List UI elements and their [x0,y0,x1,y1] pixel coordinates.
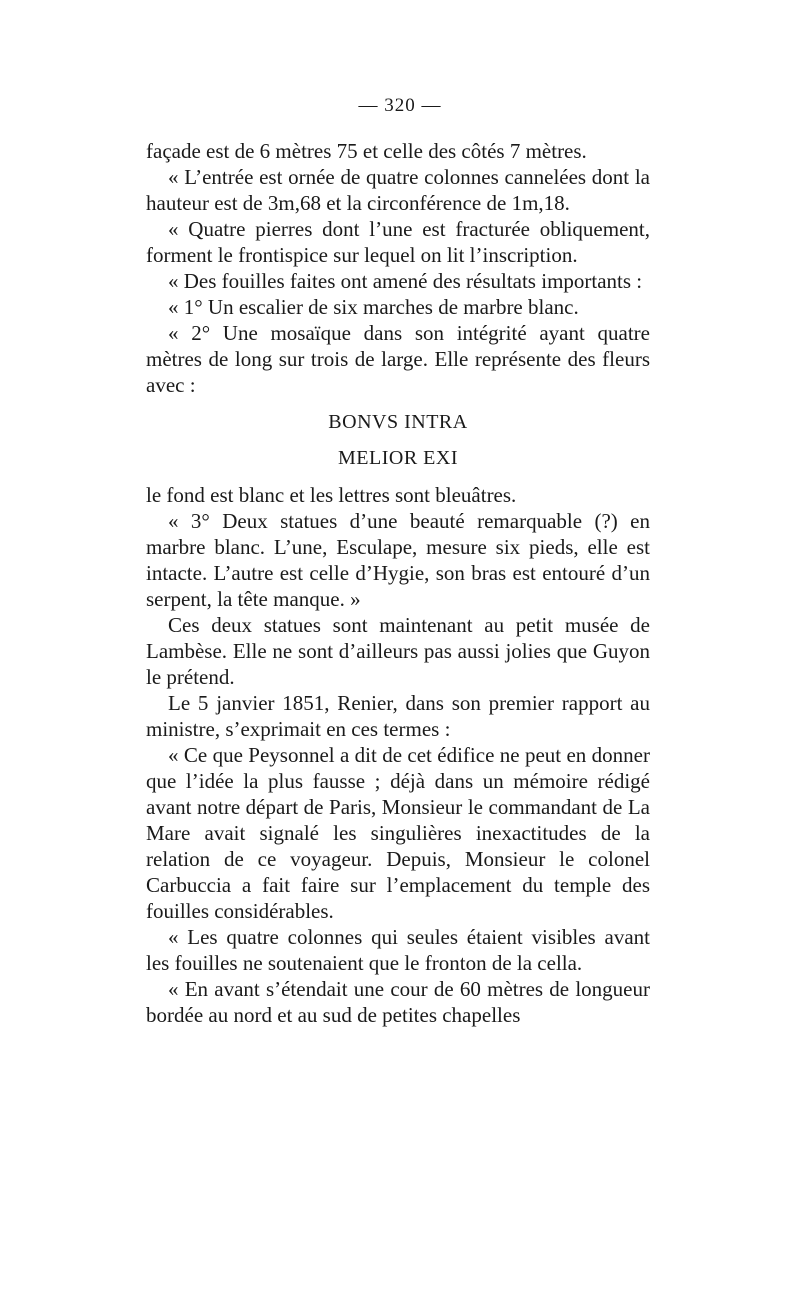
paragraph: « 3° Deux statues d’une beauté remarquable (?) en marbre blanc. L’une, Esculape, mesure six pieds, elle est intacte. L’autre est celle d’Hygie, son bras est entouré d’un serpent, la tête manque. » [146,509,650,611]
paragraph: Le 5 janvier 1851, Renier, dans son premier rapport au ministre, s’exprimait en ces termes : [146,691,650,741]
paragraph: « Les quatre colonnes qui seules étaient visibles avant les fouilles ne soutenaient que le fronton de la cella. [146,925,650,975]
inscription-line-2: MELIOR EXI [338,447,458,469]
paragraph: « 1° Un escalier de six marches de marbre blanc. [168,295,579,319]
paragraph: « Des fouilles faites ont amené des résultats importants : [168,269,643,293]
inscription [146,404,650,476]
paragraph: le fond est blanc et les lettres sont bleuâtres. [146,483,517,507]
paragraph: « Ce que Peysonnel a dit de cet édifice ne peut en donner que l’idée la plus fausse ; déjà dans un mémoire rédigé avant notre départ de Paris, Monsieur le commandant de La Mare avait signalé les singulières inexactitudes de la relation de ce voyageur. Depuis, Monsieur le colonel Carbuccia a fait faire sur l’emplacement du temple des fouilles considérables. [146,743,650,923]
paragraph: « 2° Une mosaïque dans son intégrité ayant quatre mètres de long sur trois de large. Elle représente des fleurs avec : [146,321,650,397]
page-number: — 320 — [358,95,442,116]
paragraph: « L’entrée est ornée de quatre colonnes cannelées dont la hauteur est de 3m,68 et la circonférence de 1m,18. [146,165,650,215]
text-block-top [146,138,650,1028]
inscription-line-1: BONVS INTRA [328,411,468,433]
paragraph: Ces deux statues sont maintenant au petit musée de Lambèse. Elle ne sont d’ailleurs pas aussi jolies que Guyon le prétend. [146,613,650,689]
paragraph: façade est de 6 mètres 75 et celle des côtés 7 mètres. [146,139,587,163]
paragraph: « En avant s’étendait une cour de 60 mètres de longueur bordée au nord et au sud de petites chapelles [146,977,650,1027]
paragraph: « Quatre pierres dont l’une est fracturée obliquement, forment le frontispice sur lequel on lit l’inscription. [146,217,650,267]
